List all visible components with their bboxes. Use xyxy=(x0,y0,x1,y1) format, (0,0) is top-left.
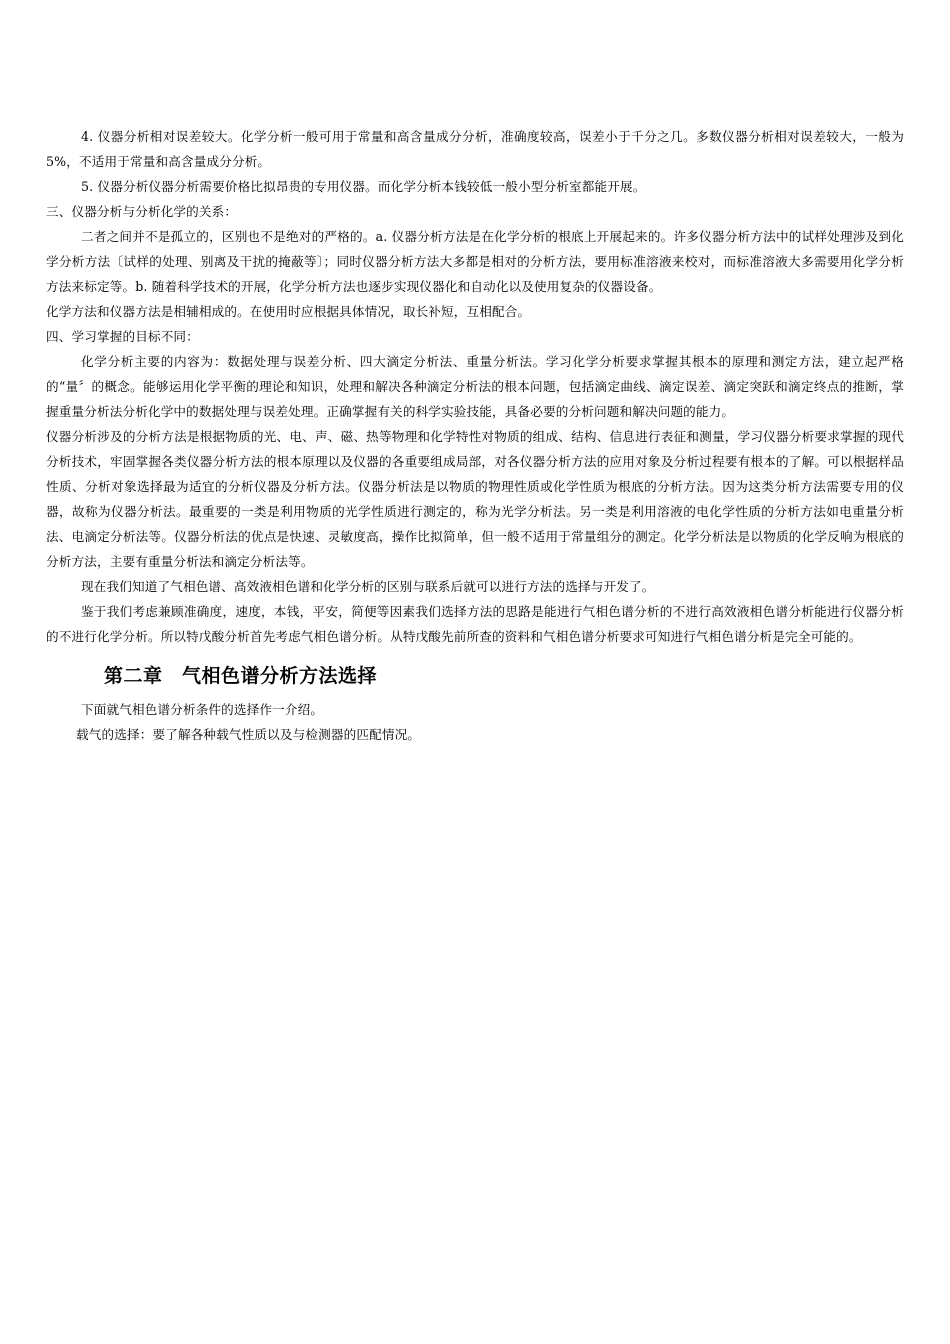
paragraph-not-isolated: 二者之间并不是孤立的，区别也不是绝对的严格的。a. 仪器分析方法是在化学分析的根底上开展起来的。许多仪器分析方法中的试样处理涉及到化学分析方法〔试样的处理、别离及干扰的掩蔽等〕；同时仪器分析方法大多都是相对的分析方法，要用标准溶液来校对，而标准溶液大多需要用化学分析方法来标定等。b. 随着科学技术的开展，化学分析方法也逐步实现仪器化和自动化以及使用复杂的仪器设备。 xyxy=(46,229,904,294)
paragraph-complementary: 化学方法和仪器方法是相辅相成的。在使用时应根据具体情况，取长补短，互相配合。 xyxy=(46,304,531,319)
document-page xyxy=(46,124,904,747)
paragraph-gc-conditions-intro: 下面就气相色谱分析条件的选择作一介绍。 xyxy=(81,702,324,717)
paragraph-carrier-gas: 载气的选择：要了解各种载气性质以及与检测器的匹配情况。 xyxy=(76,727,421,742)
paragraph-chemical-analysis-content: 化学分析主要的内容为：数据处理与误差分析、四大滴定分析法、重量分析法。学习化学分析要求掌握其根本的原理和测定方法，建立起严格的“量〞的概念。能够运用化学平衡的理论和知识，处理和解决各种滴定分析法的根本问题，包括滴定曲线、滴定误差、滴定突跃和滴定终点的推断，掌握重量分析法分析化学中的数据处理与误差处理。正确掌握有关的科学实验技能，具备必要的分析问题和解决问题的能力。 xyxy=(46,354,904,419)
paragraph-relative-error: 4. 仪器分析相对误差较大。化学分析一般可用于常量和高含量成分分析，准确度较高，误差小于千分之几。多数仪器分析相对误差较大，一般为 5%，不适用于常量和高含量成分分析。 xyxy=(46,129,904,169)
paragraph-considerations: 鉴于我们考虑兼顾准确度，速度，本钱，平安，简便等因素我们选择方法的思路是能进行气相色谱分析的不进行高效液相色谱分析能进行仪器分析的不进行化学分析。所以特戊酸分析首先考虑气相色谱分析。从特戊酸先前所查的资料和气相色谱分析要求可知进行气相色谱分析是完全可能的。 xyxy=(46,604,904,644)
paragraph-instrumental-analysis-methods: 仪器分析涉及的分析方法是根据物质的光、电、声、磁、热等物理和化学特性对物质的组成、结构、信息进行表征和测量，学习仪器分析要求掌握的现代分析技术，牢固掌握各类仪器分析方法的根本原理以及仪器的各重要组成局部，对各仪器分析方法的应用对象及分析过程要有根本的了解。可以根据样品性质、分析对象选择最为适宜的分析仪器及分析方法。仪器分析法是以物质的物理性质或化学性质为根底的分析方法。因为这类分析方法需要专用的仪器，故称为仪器分析法。最重要的一类是利用物质的光学性质进行测定的，称为光学分析法。另一类是利用溶液的电化学性质的分析方法如电重量分析法、电滴定分析法等。仪器分析法的优点是快速、灵敏度高，操作比拟简单，但一般不适用于常量组分的测定。化学分析法是以物质的化学反响为根底的分析方法，主要有重量分析法和滴定分析法等。 xyxy=(46,429,904,569)
paragraph-expensive-instruments: 5. 仪器分析仪器分析需要价格比拟昂贵的专用仪器。而化学分析本钱较低一般小型分析室都能开展。 xyxy=(81,179,646,194)
chapter-title: 第二章 气相色谱分析方法选择 xyxy=(104,665,378,687)
section-heading-learning-goals: 四、学习掌握的目标不同： xyxy=(46,329,199,344)
section-heading-relationship: 三、仪器分析与分析化学的关系： xyxy=(46,204,238,219)
paragraph-method-selection: 现在我们知道了气相色谱、高效液相色谱和化学分析的区别与联系后就可以进行方法的选择与开发了。 xyxy=(81,579,655,594)
